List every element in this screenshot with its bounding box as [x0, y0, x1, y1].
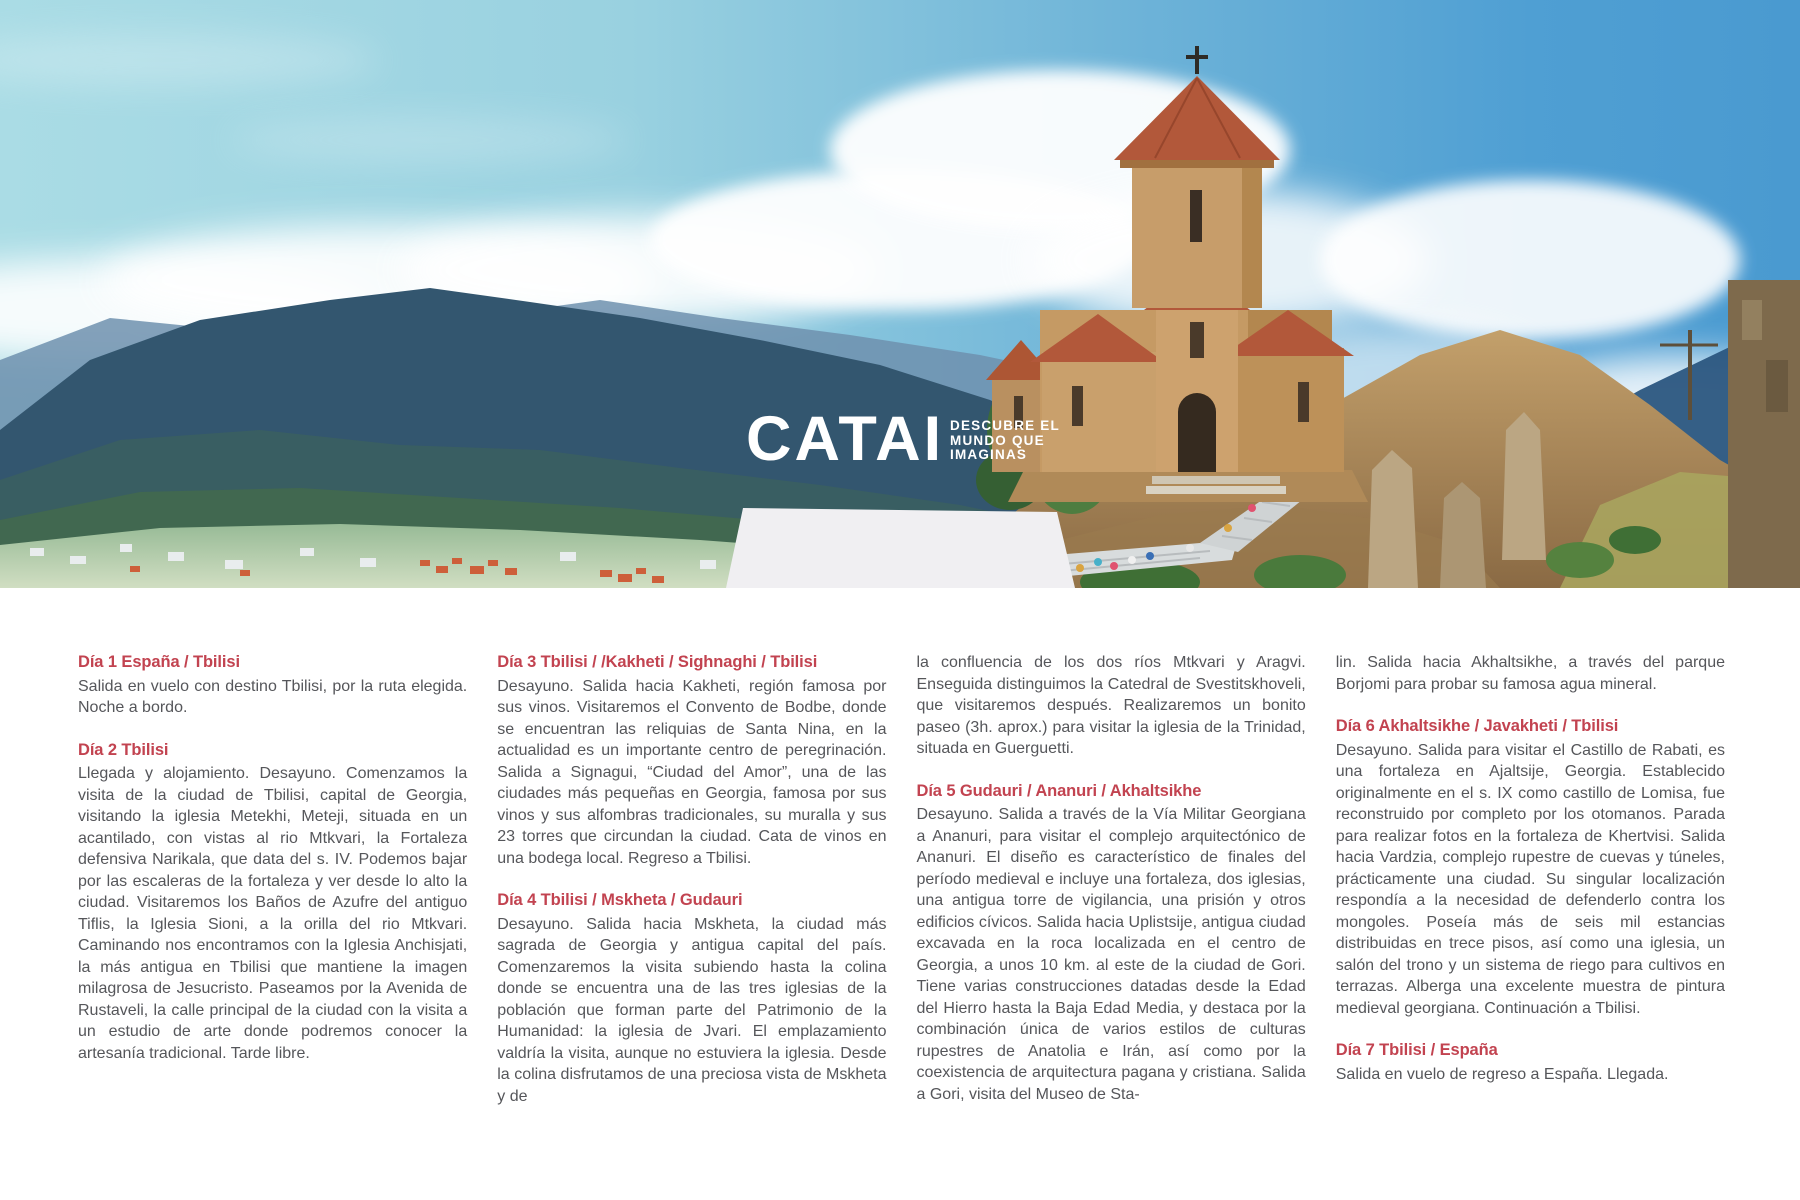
day-5-body: Desayuno. Salida a través de la Vía Militar Georgiana a Ananuri, para visitar el complejo arquitectónico de Ananuri. El diseño es característico de finales del período medieval e incluye una fortaleza, dos iglesias, una antigua torre de vigilancia, una prisión y otros edificios cívicos. Salida hacia Uplistsije, antigua ciudad excavada en la roca localizada en el centro de Georgia, a unos 10 km. al este de la ciudad de Gori. Tiene varias construcciones datadas desde la Edad del Hierro hasta la Baja Edad Media, y destaca por la combinación única de varios estilos de culturas rupestres de Anatolia e Irán, así como por la coexistencia de arquitectura pagana y cristiana. Salida a Gori, visita del Museo de Sta-: [916, 806, 1306, 1103]
brand-tagline: [950, 419, 1060, 463]
day-5-continuation: lin. Salida hacia Akhaltsikhe, a través del parque Borjomi para probar su famosa agua mineral.: [1335, 654, 1725, 693]
day-7-title: Día 7 Tbilisi / España: [1335, 1041, 1498, 1059]
itinerary-column-4: [1336, 652, 1725, 1107]
catai-logo: CATAI: [746, 404, 945, 474]
day-2-title: Día 2 Tbilisi: [78, 740, 169, 759]
day-3-body: Desayuno. Salida hacia Kakheti, región famosa por sus vinos. Visitaremos el Convento de Bodbe, donde se encuentran las reliquias de Santa Nina, en la actualidad es un importante centro de peregrinación. Salida a Signagui, “Ciudad del Amor”, una de las ciudades más pequeñas en Georgia, famosa por sus vinos y sus alfombras tradicionales, su muralla y sus 23 torres que circundan la ciudad. Cata de vinos en una bodega local. Regreso a Tbilisi.: [497, 677, 887, 867]
tagline-line-3: IMAGINAS: [950, 447, 1028, 463]
day-2-body: Llegada y alojamiento. Desayuno. Comenzamos la visita de la ciudad de Tbilisi, capital de Georgia, visitando la iglesia Metekhi, Meteji, situada en un acantilado, con vistas al rio Mtkvari, la Fortaleza defensiva Narikala, que data del s. IV. Podemos bajar por las escaleras de la fortaleza y ver desde lo alto la ciudad. Visitaremos los Baños de Azufre del antiguo Tiflis, la Iglesia Sioni, a la orilla del rio Mtkvari. Caminando nos encontramos con la Iglesia Anchisjati, la más antigua en Tbilisi que mantiene la imagen milagrosa de Jesucristo. Paseamos por la Avenida de Rustaveli, la calle principal de la ciudad con la visita a un estudio de arte donde podremos conocer la artesanía tradicional. Tarde libre.: [78, 765, 468, 1062]
itinerary-column-1: [78, 652, 467, 1107]
day-6-body: Desayuno. Salida para visitar el Castillo de Rabati, es una fortaleza en Ajaltsije, Georgia. Establecido originalmente en el s. IX como castillo de Lomisa, fue reconstruido por completo por los otomanos. Parada para realizar fotos en la fortaleza de Khertvisi. Salida hacia Vardzia, complejo rupestre de cuevas y túneles, prácticamente una ciudad. Su singular localización respondía a la necesidad de defenderlo contra los mongoles. Poseía más de seis mil estancias distribuidas en trece pisos, así como una iglesia, un salón del trono y un sistema de riego para cultivos en terrazas. Alberga una excelente muestra de pintura medieval georgiana. Continuación a Tbilisi.: [1335, 741, 1725, 1017]
itinerary-section: [0, 588, 1800, 1107]
day-6-title: Día 6 Akhaltsikhe / Javakheti / Tbilisi: [1335, 717, 1619, 735]
day-7-body: Salida en vuelo de regreso a España. Llegada.: [1335, 1065, 1669, 1083]
itinerary-column-2: [497, 652, 886, 1107]
tagline-line-1: DESCUBRE EL: [950, 418, 1060, 433]
day-5-title: Día 5 Gudauri / Ananuri / Akhaltsikhe: [916, 781, 1202, 800]
day-4-title: Día 4 Tbilisi / Mskheta / Gudauri: [497, 891, 743, 909]
itinerary-column-3: [917, 652, 1306, 1107]
hero-photo: [0, 0, 1800, 588]
day-4-continuation: la confluencia de los dos ríos Mtkvari y Aragvi. Enseguida distinguimos la Catedral de Svestitskhoveli, que visitaremos después. Realizaremos un bonito paseo (3h. aprox.) para visitar la iglesia de la Trinidad, situada en Guerguetti.: [916, 654, 1306, 757]
day-3-title: Día 3 Tbilisi / /Kakheti / Sighnaghi / Tbilisi: [497, 653, 818, 671]
day-1-title: Día 1 España / Tbilisi: [78, 653, 240, 671]
day-4-body: Desayuno. Salida hacia Mskheta, la ciudad más sagrada de Georgia y antigua capital del país. Comenzaremos la visita subiendo hasta la colina donde se encuentra una de las tres iglesias de la población que forman parte del Patrimonio de la Humanidad: la iglesia de Jvari. El emplazamiento valdría la visita, aunque no estuviera la iglesia. Desde la colina disfrutamos de una preciosa vista de Mskheta y de: [497, 915, 887, 1105]
white-trapezoid-panel: [726, 508, 1075, 588]
day-1-body: Salida en vuelo con destino Tbilisi, por la ruta elegida. Noche a bordo.: [78, 677, 468, 716]
tagline-line-2: MUNDO QUE: [950, 432, 1045, 448]
hero-photo-illustration: [0, 0, 1800, 588]
